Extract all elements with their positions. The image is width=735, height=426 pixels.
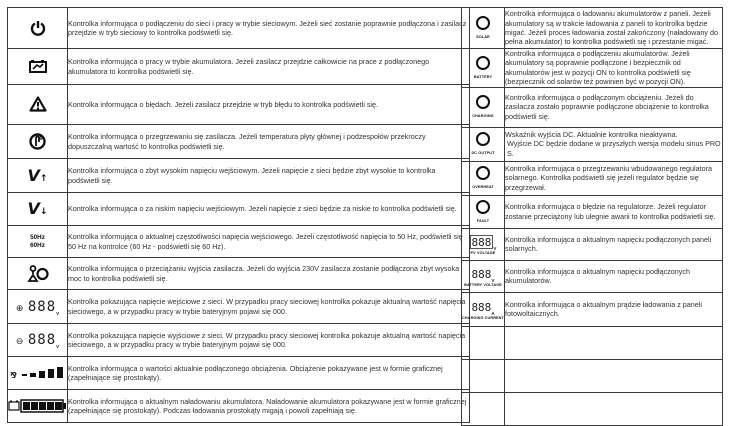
solar-indicator-icon: SOLAR: [462, 8, 505, 49]
svg-text:⅋: ⅋: [9, 370, 17, 380]
table-row: [8, 258, 470, 290]
input-voltage-display-icon: ⊕ 888V: [15, 298, 60, 316]
charging-indicator-icon: CHARGING: [462, 87, 505, 127]
table-row: [462, 49, 723, 88]
table-row: [462, 8, 723, 49]
table-row: [8, 357, 470, 390]
row-description: Kontrolka informująca o błędzie na regulatorze. Jeżeli regulator zostanie przeciążony lub ulegnie awarii to kontrolka podświetli się.: [505, 195, 723, 228]
overheat-indicator-icon: OVERHEAT: [462, 161, 505, 195]
row-description: Kontrolka informująca o wartości aktualnie podłączonego obciążenia. Obciążenie pokazywane jest w formie graficznej (zapełniające się prostokąty).: [68, 357, 470, 390]
voltage-high-icon: V↑: [27, 165, 48, 185]
battery-level-bars-icon: [8, 399, 68, 413]
row-description: Wskaźnik wyjścia DC. Aktualnie kontrolka nieaktywna. Wyjście DC będzie dodane w przyszłych wersja modelu sinus PRO S.: [505, 127, 723, 161]
table-row: [8, 390, 470, 423]
battery-indicator-icon: BATTERY: [462, 49, 505, 88]
row-description: Kontrolka informująca o podłączeniu akumulatorów. Jeżeli akumulatory są poprawnie podłączone i bezpiecznik od akumulatorów jest w pozycji ON to kontrolka podświetli się (bezpiecznik od solarów też powinien być w pozycji ON).: [505, 49, 723, 88]
overload-icon: [27, 265, 49, 282]
table-row: [8, 324, 470, 357]
row-description: Kontrolka informująca o przegrzewaniu wbudowanego regulatora solarnego. Kontrolka podświetli się jeżeli regulator będzie się przegrzewał.: [505, 161, 723, 195]
fault-indicator-icon: FAULT: [462, 195, 505, 228]
row-description: Kontrolka informująca o przeciążaniu wyjścia zasilacza. Jeżeli do wyjścia 230V zasilacza zostanie podłączona zbyt wysoka moc to kontrolka podświetli się.: [68, 258, 470, 290]
overheat-thermometer-icon: [29, 133, 46, 150]
output-voltage-display-icon: ⊖ 888V: [15, 332, 60, 349]
row-description: Kontrolka informująca o aktualnym naładowaniu akumulatora. Naładowanie akumulatora pokazywane jest w formie graficznej (zapełniające się prostokąty). Podczas ładowania prostokąty migają i powoli zapełniają się.: [68, 390, 470, 423]
table-row: [462, 195, 723, 228]
table-row: [8, 159, 470, 193]
table-row: [462, 127, 723, 161]
battery-mode-icon: [29, 59, 47, 73]
row-description: Kontrolka informująca o ładowaniu akumulatorów z paneli. Jeżeli akumulatory są w trakcie ładowania z paneli to kontrolka będzie migać. Jeżeli proces ładowania został zakończony (naładowany do pełna akumulator) to kontrolka podświetli się i przestanie migać.: [505, 8, 723, 49]
dc-output-indicator-icon: DC OUTPUT: [462, 127, 505, 161]
battery-voltage-display-icon: 888V BATTERY VOLTAGE: [462, 260, 505, 292]
row-description: Kontrolka informująca o przegrzewaniu się zasilacza. Jeżeli temperatura płyty głównej i podzespołów przekroczy dopuszczalną wartość to kontrolka podświetli się.: [68, 125, 470, 159]
table-row: [462, 292, 723, 326]
table-row: [8, 49, 470, 85]
row-description: Kontrolka informująca o pracy w trybie akumulatora. Jeżeli zasilacz przejdzie całkowicie na prace z podłączonego akumulatora to kontrolka podświetli się.: [68, 49, 470, 85]
voltage-low-icon: V↓: [27, 199, 48, 218]
row-description: Kontrolka informująca o zbyt wysokim napięciu wejściowym. Jeżeli napięcie z sieci będzie zbyt wysokie to kontrolka podświetli się.: [68, 159, 470, 193]
table-row: [8, 226, 470, 258]
row-description: Kontrolka pokazująca napięcie wejściowe z sieci. W przypadku pracy sieciowej kontrolka pokazuje aktualną wartość napięcia sieciowego, a w przypadku pracy w trybie bateryjnym pojawi się 000.: [68, 290, 470, 324]
frequency-icon: 50Hz 60Hz: [30, 233, 45, 249]
row-description: Kontrolka pokazująca napięcie wyjściowe z sieci. W przypadku pracy sieciowej kontrolka pokazuje aktualną wartość napięcia sieciowego, a w przypadku pracy w trybie bateryjnym pojawi się 000.: [68, 324, 470, 357]
table-row: [462, 228, 723, 260]
table-row: [8, 193, 470, 226]
row-description: Kontrolka informująca o błędach. Jeżeli zasilacz przejdzie w tryb błędu to kontrolka podświetli się.: [68, 85, 470, 125]
row-description: Kontrolka informująca o aktualnym napięciu podłączonych akumulatorów.: [505, 260, 723, 292]
table-row: [8, 8, 470, 49]
table-row-empty: [462, 359, 723, 392]
left-indicator-table: [7, 7, 470, 423]
row-description: Kontrolka informująca o aktualnym prądzie ładowania z paneli fotowoltaicznych.: [505, 292, 723, 326]
charging-current-display-icon: 888A CHARGING CURRENT: [462, 292, 505, 326]
table-row: [8, 290, 470, 324]
table-row-empty: [462, 326, 723, 359]
row-description: Kontrolka informująca o podłączonym obciążeniu. Jeżeli do zasilacza zostało poprawnie podłączone obciążenie to kontrolka podświetli się.: [505, 87, 723, 127]
row-description: Kontrolka informująca o aktualnej częstotliwości napięcia wejściowego. Jeżeli częstotliwość napięcia to 50 Hz, podświetli się 50 Hz na kontrolce (60 Hz - podświetli się 60 Hz).: [68, 226, 470, 258]
warning-triangle-icon: [29, 96, 47, 112]
table-row: [8, 125, 470, 159]
table-row: [462, 260, 723, 292]
row-description: Kontrolka informująca o za niskim napięciu wejściowym. Jeżeli napięcie z sieci będzie za niskie to kontrolka podświetli się.: [68, 193, 470, 226]
pv-voltage-display-icon: 888 V PV VOLTAGE: [462, 228, 505, 260]
table-row: [8, 85, 470, 125]
power-icon: [30, 20, 46, 36]
row-description: Kontrolka informująca o podłączeniu do sieci i pracy w trybie sieciowym. Jeżeli sieć zostanie poprawnie podłączona i zasilacz przejdzie w tryb sieciowy to kontrolka podświetli się.: [68, 8, 470, 49]
load-level-bars-icon: [10, 366, 66, 380]
table-row: [462, 87, 723, 127]
table-row: [462, 161, 723, 195]
row-description: Kontrolka informująca o aktualnym napięciu podłączonych paneli solarnych.: [505, 228, 723, 260]
right-indicator-table: [461, 7, 723, 426]
